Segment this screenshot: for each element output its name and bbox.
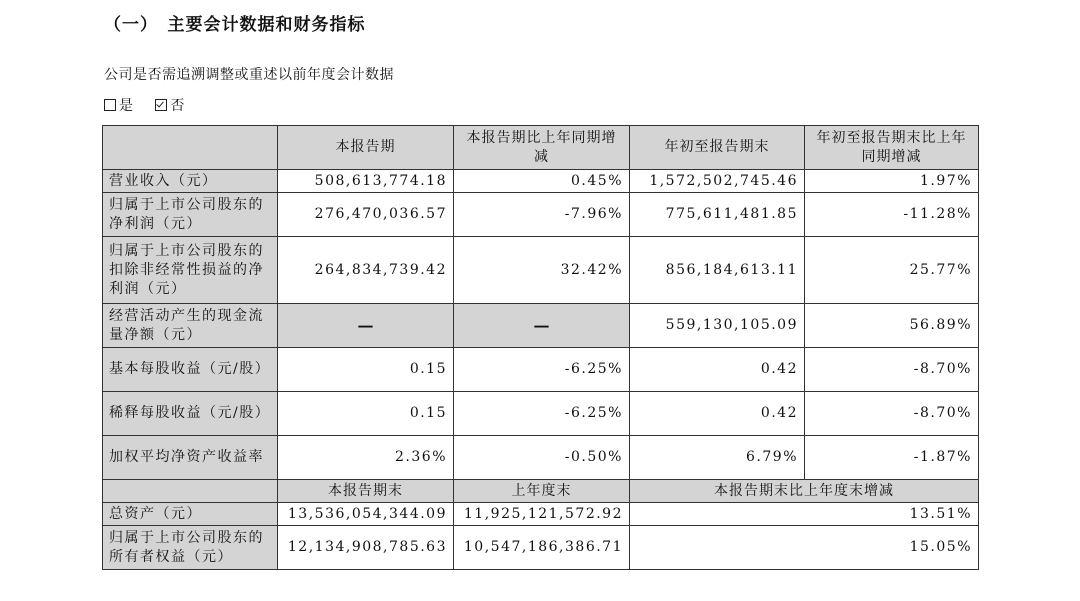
table-row [103,170,979,193]
cell-value: 0.15 [278,392,454,436]
table-row [103,392,979,436]
cell-value: -6.25% [454,348,630,392]
row-label: 归属于上市公司股东的净利润（元） [103,193,278,237]
table-row [103,503,979,526]
row-label: 营业收入（元） [103,170,278,193]
cell-value: 508,613,774.18 [278,170,454,193]
col-header-ytd-yoy: 年初至报告期末比上年同期增减 [805,126,979,170]
table-row [103,348,979,392]
cell-value: 56.89% [805,304,979,348]
row-label: 经营活动产生的现金流量净额（元） [103,304,278,348]
row-label: 总资产（元） [103,503,278,526]
cell-value: -1.87% [805,436,979,480]
cell-value: 1,572,502,745.46 [630,170,805,193]
table-row [103,526,979,570]
row-label: 加权平均净资产收益率 [103,436,278,480]
cell-value: 0.42 [630,392,805,436]
restatement-question: 公司是否需追溯调整或重述以前年度会计数据 [104,67,394,83]
cell-value: 15.05% [630,526,979,570]
col-header-period-end: 本报告期末 [278,480,454,503]
section-title: （一） 主要会计数据和财务指标 [104,15,366,35]
cell-value: -6.25% [454,392,630,436]
table-row [103,436,979,480]
col-header-prior-year-end: 上年度末 [454,480,630,503]
col-header-current-period: 本报告期 [278,126,454,170]
col-header-ytd: 年初至报告期末 [630,126,805,170]
cell-value: 13,536,054,344.09 [278,503,454,526]
col-header-current-yoy: 本报告期比上年同期增减 [454,126,630,170]
choice-label-yes: 是 [119,98,134,114]
cell-value: -8.70% [805,392,979,436]
row-label: 稀释每股收益（元/股） [103,392,278,436]
cell-value: 264,834,739.42 [278,237,454,304]
table-row [103,304,979,348]
cell-value: 6.79% [630,436,805,480]
cell-value: -11.28% [805,193,979,237]
cell-value: 11,925,121,572.92 [454,503,630,526]
cell-value: 10,547,186,386.71 [454,526,630,570]
choice-label-no: 否 [170,98,185,114]
cell-value: 32.42% [454,237,630,304]
cell-value: -0.50% [454,436,630,480]
checkbox-no[interactable] [155,99,167,111]
header-corner-cell [103,480,278,503]
row-label: 归属于上市公司股东的所有者权益（元） [103,526,278,570]
cell-value: 559,130,105.09 [630,304,805,348]
checkbox-yes[interactable] [104,99,116,111]
table-row [103,237,979,304]
cell-value: 12,134,908,785.63 [278,526,454,570]
cell-value: 1.97% [805,170,979,193]
table-row [103,193,979,237]
cell-value: 13.51% [630,503,979,526]
cell-value: 0.42 [630,348,805,392]
cell-not-applicable: — [454,304,630,348]
cell-value: -8.70% [805,348,979,392]
restatement-choices [104,95,185,115]
row-label: 归属于上市公司股东的扣除非经常性损益的净利润（元） [103,237,278,304]
cell-value: -7.96% [454,193,630,237]
cell-value: 276,470,036.57 [278,193,454,237]
cell-value: 0.45% [454,170,630,193]
col-header-period-end-change: 本报告期末比上年度末增减 [630,480,979,503]
financial-data-table [102,125,979,570]
cell-value: 2.36% [278,436,454,480]
header-corner-cell [103,126,278,170]
cell-value: 856,184,613.11 [630,237,805,304]
cell-value: 25.77% [805,237,979,304]
cell-value: 0.15 [278,348,454,392]
cell-value: 775,611,481.85 [630,193,805,237]
row-label: 基本每股收益（元/股） [103,348,278,392]
cell-not-applicable: — [278,304,454,348]
